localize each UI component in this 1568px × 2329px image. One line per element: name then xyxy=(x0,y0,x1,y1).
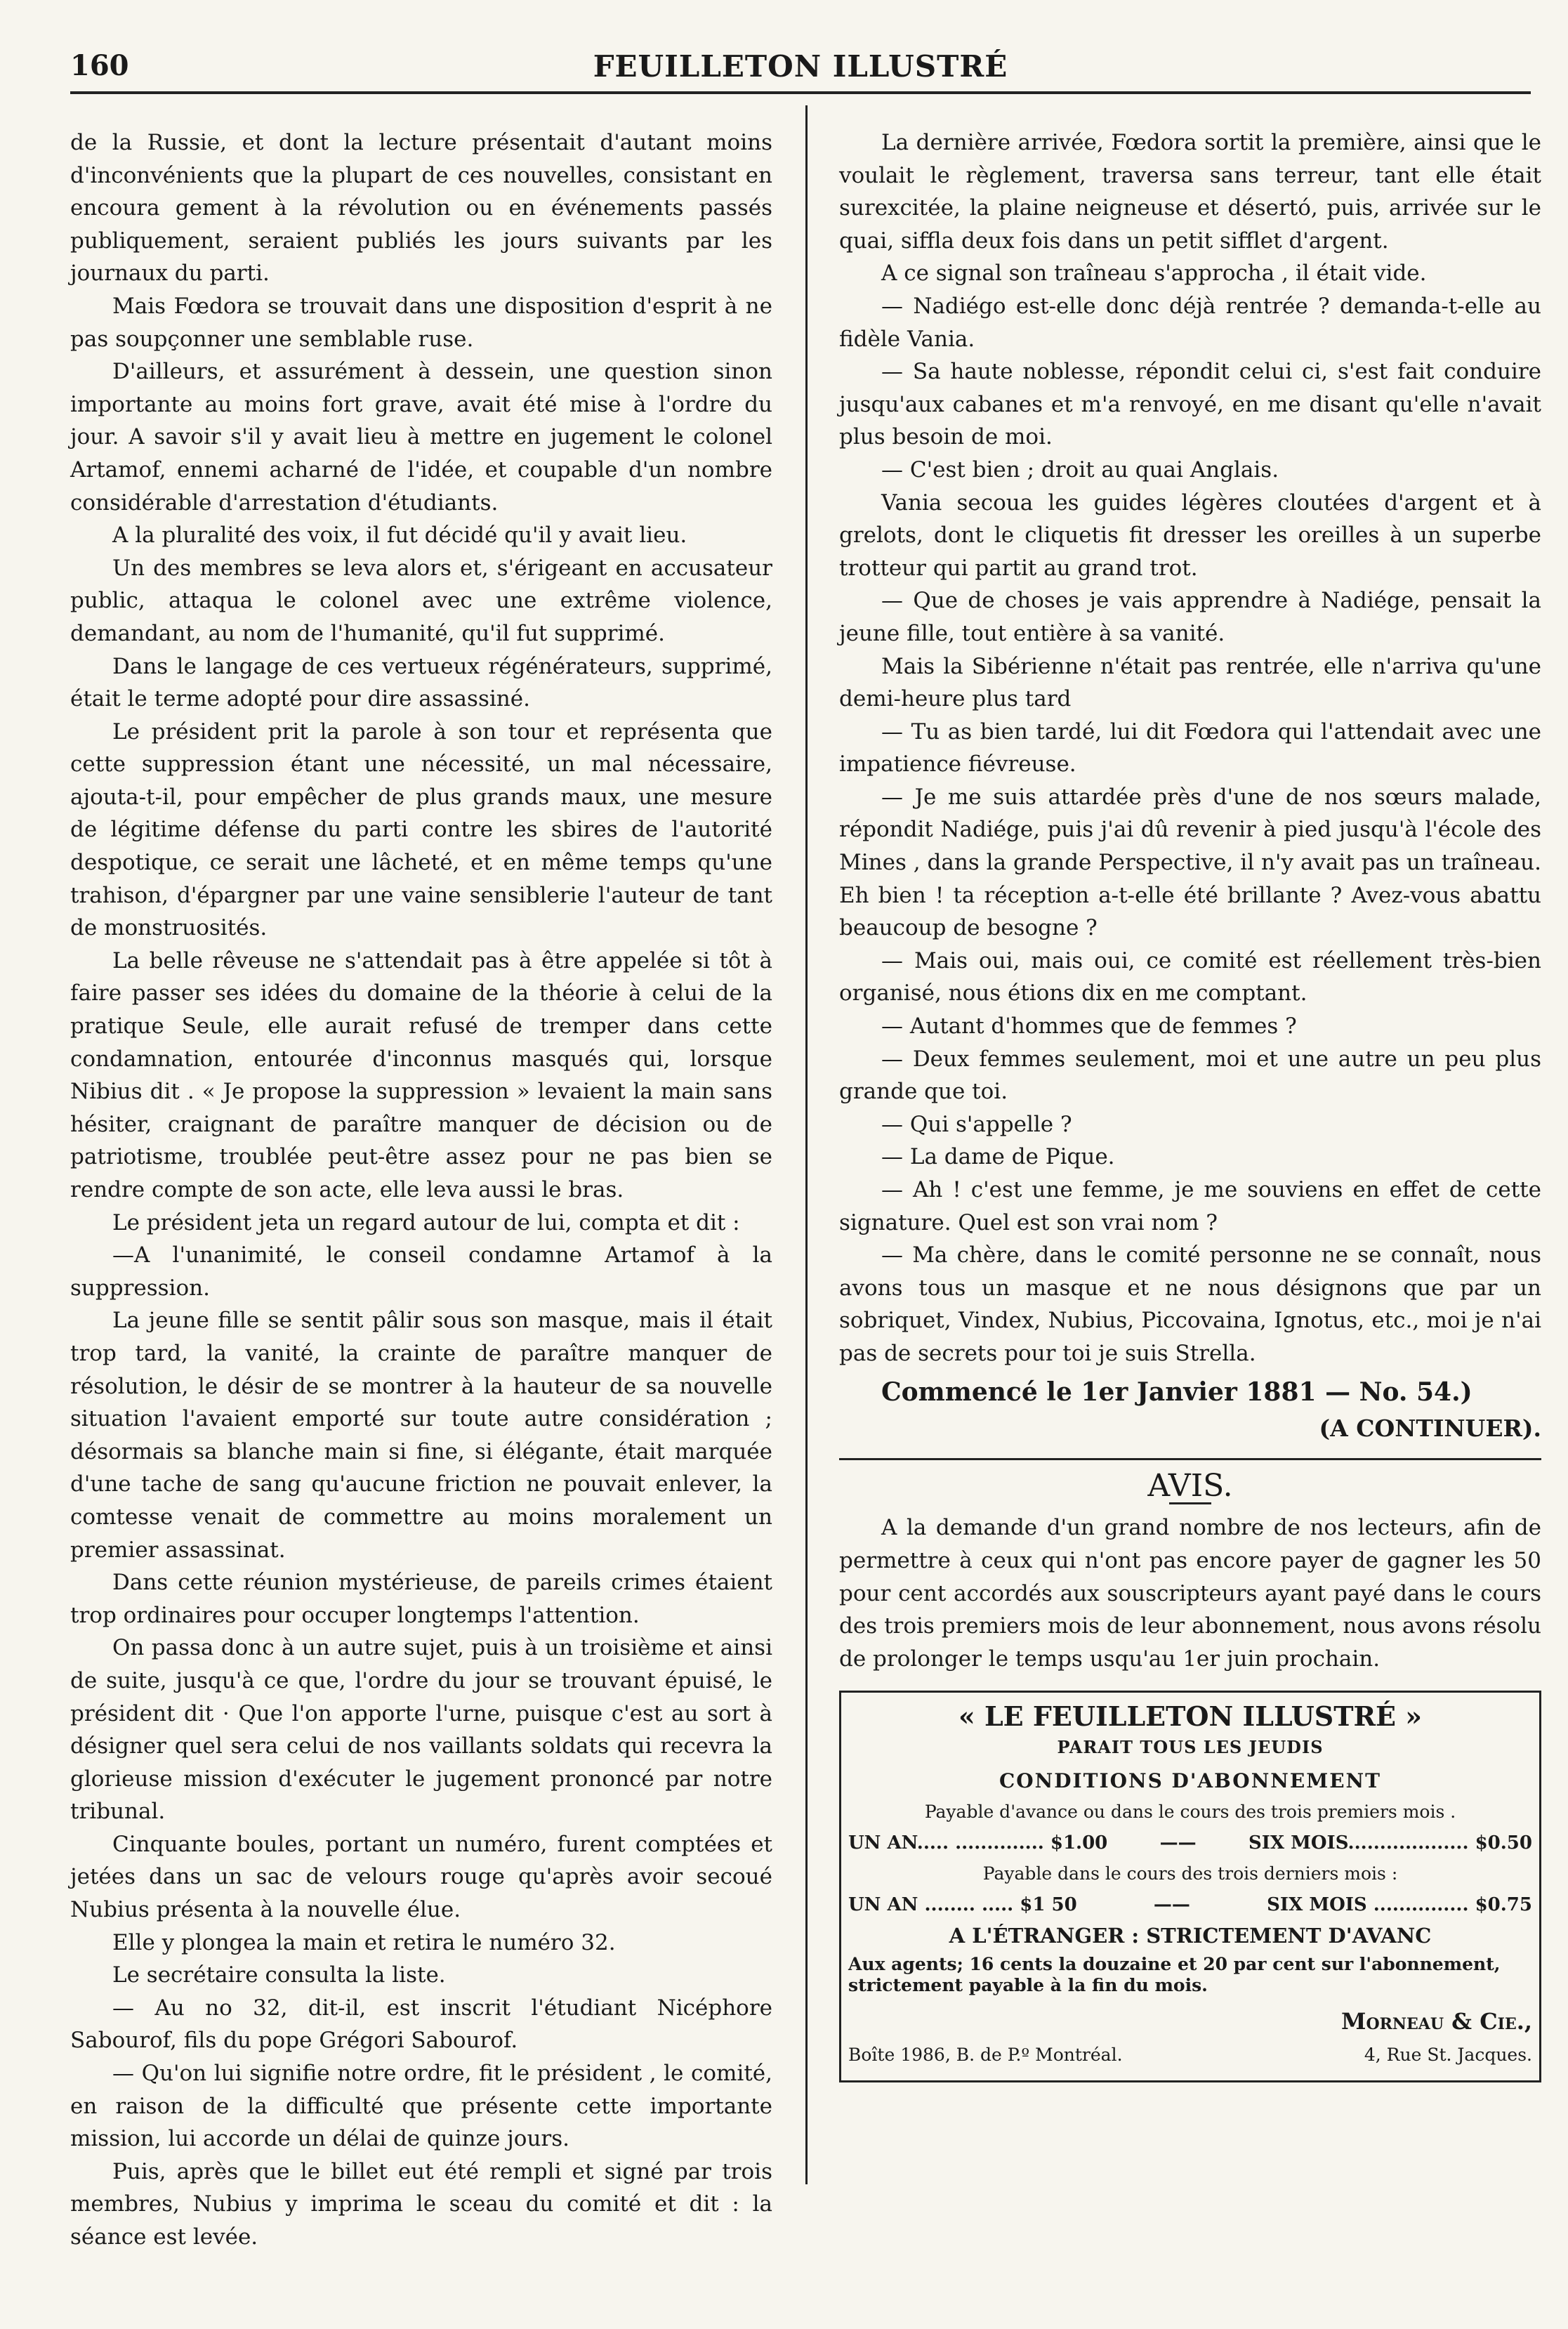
agents-terms: Aux agents; 16 cents la douzaine et 20 par cent sur l'abonnement, strictement payable à la fin du mois. xyxy=(848,1954,1501,1996)
paragraph: de la Russie, et dont la lecture présentait d'autant moins d'inconvénients que la plupart de ces nouvelles, consistant en encoura gement à la révolution ou en événements passés publiquement, seraient publiés les jours suivants par les journaux du parti. xyxy=(70,130,772,287)
paragraph: Mais la Sibérienne n'était pas rentrée, elle n'arriva qu'une demi-heure plus tard xyxy=(839,653,1541,712)
advance-note: Payable d'avance ou dans le cours des trois premiers mois . xyxy=(924,1802,1456,1823)
price-separator: —— xyxy=(1159,1832,1197,1854)
paragraph: Mais Fœdora se trouvait dans une disposition d'esprit à ne pas soupçonner une semblable ruse. xyxy=(70,293,772,352)
column-divider xyxy=(805,105,808,2184)
price-year: UN AN ........ ..... $1 50 xyxy=(848,1894,1077,1916)
paragraph: Le président jeta un regard autour de lui, compta et dit : xyxy=(112,1209,740,1235)
subscription-box xyxy=(839,1691,1541,2082)
avis-text: A la demande d'un grand nombre de nos lecteurs, afin de permettre à ceux qui n'ont pas encore payer de gagner les 50 pour cent accordés aux souscripteurs ayant payé dans le cours des trois premiers mois de leur abonnement, nous avons résolu de prolonger le temps usqu'au 1er juin prochain. xyxy=(839,1515,1541,1672)
paragraph: —A l'unanimité, le conseil condamne Artamof à la suppression. xyxy=(70,1242,772,1301)
paragraph: Un des membres se leva alors et, s'érigeant en accusateur public, attaqua le colonel avec une extrême violence, demandant, au nom de l'humanité, qu'il fut supprimé. xyxy=(70,555,772,646)
page-header xyxy=(70,42,1531,94)
street-address: 4, Rue St. Jacques. xyxy=(1364,2045,1532,2066)
paragraph: — Ah ! c'est une femme, je me souviens en effet de cette signature. Quel est son vrai nom ? xyxy=(839,1177,1541,1235)
paragraph: — Nadiégo est-elle donc déjà rentrée ? demanda-t-elle au fidèle Vania. xyxy=(839,293,1541,352)
serial-start-note: Commencé le 1er Janvier 1881 — No. 54.) xyxy=(881,1377,1473,1407)
paragraph: Puis, après que le billet eut été rempli et signé par trois membres, Nubius y imprima le sceau du comité et dit : la séance est levée. xyxy=(70,2158,772,2250)
publisher-name: Morneau & Cie., xyxy=(1341,2008,1532,2035)
paragraph: Elle y plongea la main et retira le numéro 32. xyxy=(112,1929,616,1955)
paragraph: A la pluralité des voix, il fut décidé qu'il y avait lieu. xyxy=(112,523,687,549)
paragraph: — Qu'on lui signifie notre ordre, fit le président , le comité, en raison de la difficulté que présente cette importante mission, lui accorde un délai de quinze jours. xyxy=(70,2061,772,2152)
paragraph: — C'est bien ; droit au quai Anglais. xyxy=(881,457,1279,483)
paragraph: Vania secoua les guides légères cloutées d'argent et à grelots, dont le cliquetis fit dresser les oreilles à un superbe trotteur qui partit au grand trot. xyxy=(839,490,1541,581)
paragraph: Le président prit la parole à son tour et représenta que cette suppression étant une nécessité, un mal nécessaire, ajouta-t-il, pour empêcher de plus grands maux, une mesure de légitime défense du parti contre les sbires de l'autorité despotique, ce serait une lâcheté, et en même temps qu'une trahison, d'épargner par une vaine sensiblerie l'auteur de tant de monstruosités. xyxy=(70,719,772,941)
price-year: UN AN..... .............. $1.00 xyxy=(848,1832,1108,1854)
paragraph: — Autant d'hommes que de femmes ? xyxy=(881,1013,1297,1039)
paragraph: Dans le langage de ces vertueux régénérateurs, supprimé, était le terme adopté pour dire assassiné. xyxy=(70,653,772,712)
paragraph: — La dame de Pique. xyxy=(881,1144,1115,1170)
paragraph: — Au no 32, dit-il, est inscrit l'étudiant Nicéphore Sabourof, fils du pope Grégori Sabourof. xyxy=(70,1995,772,2054)
paragraph: La dernière arrivée, Fœdora sortit la première, ainsi que le voulait le règlement, traversa sans terreur, tant elle était surexcitée, la plaine neigneuse et désertó, puis, arrivée sur le quai, siffla deux fois dans un petit sifflet d'argent. xyxy=(839,130,1541,254)
paragraph: — Tu as bien tardé, lui dit Fœdora qui l'attendait avec une impatience fiévreuse. xyxy=(839,719,1541,778)
subscription-conditions: CONDITIONS D'ABONNEMENT xyxy=(999,1769,1381,1793)
late-note: Payable dans le cours des trois derniers mois : xyxy=(982,1863,1398,1884)
left-column xyxy=(70,126,772,2254)
price-six-months: SIX MOIS................... $0.50 xyxy=(1248,1832,1532,1854)
price-six-months: SIX MOIS ............... $0.75 xyxy=(1267,1894,1532,1916)
section-rule xyxy=(839,1458,1541,1460)
subscription-subtitle: PARAIT TOUS LES JEUDIS xyxy=(1057,1737,1324,1758)
subscription-title: « LE FEUILLETON ILLUSTRÉ » xyxy=(958,1700,1422,1733)
publisher-address xyxy=(848,2040,1532,2071)
paragraph: — Je me suis attardée près d'une de nos sœurs malade, répondit Nadiége, puis j'ai dû revenir à pied jusqu'à l'école des Mines , dans la grande Perspective, il n'y avait pas un traîneau. Eh bien ! ta réception a-t-elle été brillante ? Avez-vous abattu beaucoup de besogne ? xyxy=(839,784,1541,941)
running-title: FEUILLETON ILLUSTRÉ xyxy=(593,49,1008,84)
price-row-advance xyxy=(848,1828,1532,1858)
paragraph: D'ailleurs, et assurément à dessein, une question sinon importante au moins fort grave, avait été mise à l'ordre du jour. A savoir s'il y avait lieu à mettre en jugement le colonel Artamof, ennemi acharné de l'idée, et coupable d'un nombre considérable d'arrestation d'étudiants. xyxy=(70,359,772,516)
paragraph: A ce signal son traîneau s'approcha , il était vide. xyxy=(881,261,1427,287)
paragraph: — Que de choses je vais apprendre à Nadiége, pensait la jeune fille, tout entière à sa vanité. xyxy=(839,588,1541,646)
postal-box: Boîte 1986, B. de P.º Montréal. xyxy=(848,2045,1123,2066)
paragraph: — Sa haute noblesse, répondit celui ci, s'est fait conduire jusqu'aux cabanes et m'a renvoyé, en me disant qu'elle n'avait plus besoin de moi. xyxy=(839,359,1541,450)
paragraph: La belle rêveuse ne s'attendait pas à être appelée si tôt à faire passer ses idées du domaine de la théorie à celui de la pratique Seule, elle aurait refusé de tremper dans cette condamnation, entourée d'inconnus masqués qui, lorsque Nibius dit . « Je propose la suppression » levaient la main sans hésiter, craignant de paraître manquer de décision ou de patriotisme, troublée peut-être assez pour ne pas bien se rendre compte de son acte, elle leva aussi le bras. xyxy=(70,947,772,1202)
avis-title: AVIS. xyxy=(1147,1467,1233,1504)
paragraph: Cinquante boules, portant un numéro, furent comptées et jetées dans un sac de velours rouge qu'après avoir secoué Nubius présenta à la nouvelle élue. xyxy=(70,1831,772,1923)
to-be-continued: (A CONTINUER). xyxy=(1319,1415,1541,1443)
price-row-late xyxy=(848,1889,1532,1920)
price-separator: —— xyxy=(1153,1894,1190,1916)
paragraph: — Deux femmes seulement, moi et une autre un peu plus grande que toi. xyxy=(839,1046,1541,1105)
paragraph: La jeune fille se sentit pâlir sous son masque, mais il était trop tard, la vanité, la crainte de paraître manquer de résolution, le désir de se montrer à la hauteur de sa nouvelle situation l'avaient emporté sur toute autre considération ; désormais sa blanche main si fine, si élégante, était marquée d'une tache de sang qu'aucune friction ne pouvait enlever, la comtesse venait de commettre au moins moralement un premier assassinat. xyxy=(70,1308,772,1563)
foreign-terms: A L'ÉTRANGER : STRICTEMENT D'AVANC xyxy=(949,1924,1432,1948)
paragraph: — Qui s'appelle ? xyxy=(881,1111,1072,1137)
right-column xyxy=(839,126,1541,2082)
paragraph: On passa donc à un autre sujet, puis à un troisième et ainsi de suite, jusqu'à ce que, l'ordre du jour se trouvant épuisé, le président dit · Que l'on apporte l'urne, puisque c'est au sort à désigner quel sera celui de nos vaillants soldats qui recevra la glorieuse mission d'exécuter le jugement prononcé par notre tribunal. xyxy=(70,1635,772,1825)
paragraph: Le secrétaire consulta la liste. xyxy=(112,1962,446,1988)
paragraph: Dans cette réunion mystérieuse, de pareils crimes étaient trop ordinaires pour occuper longtemps l'attention. xyxy=(70,1570,772,1628)
page-number: 160 xyxy=(70,49,129,82)
paragraph: — Ma chère, dans le comité personne ne se connaît, nous avons tous un masque et ne nous désignons que par un sobriquet, Vindex, Nubius, Piccovaina, Ignotus, etc., moi je n'ai pas de secrets pour toi je suis Strella. xyxy=(839,1242,1541,1366)
paragraph: — Mais oui, mais oui, ce comité est réellement très-bien organisé, nous étions dix en me comptant. xyxy=(839,947,1541,1006)
